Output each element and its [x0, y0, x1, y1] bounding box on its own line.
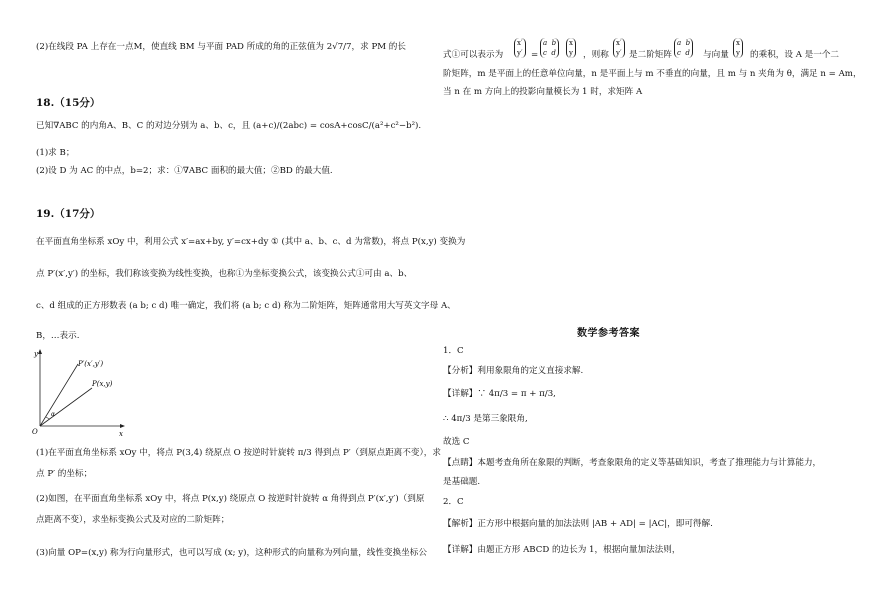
question-19-title: 19.（17分） [36, 208, 101, 220]
r-line1c: 是二阶矩阵 [629, 50, 672, 60]
answer-1-comment2: 是基础题. [443, 477, 481, 487]
answer-1-comment: 【点睛】本题考查角所在象限的判断，考查象限角的定义等基础知识，考查了推理能力与计算能力， [443, 458, 822, 468]
answer-1-detail: 【详解】∵ 4π/3 = π + π/3, [443, 389, 556, 399]
p-label: P(x,y) [92, 380, 113, 388]
equals-sign: = [531, 50, 539, 60]
alpha-label: α [51, 411, 56, 418]
op-prime-ray [40, 364, 78, 426]
answer-2-analysis: 【解析】正方形中根据向量的加法法则 |AB + AD| = |AC|，即可得解. [443, 519, 713, 529]
answer-1-choice: 故选 C [443, 437, 470, 447]
q19-line1: 在平面直角坐标系 xOy 中，利用公式 x′=ax+by, y′=cx+dy ① (其中 a、b、c、d 为常数)，将点 P(x,y) 变换为 [36, 237, 466, 247]
matrix-abcd-2: a b c d [674, 38, 693, 58]
answer-2-detail: 【详解】由题正方形 ABCD 的边长为 1，根据向量加法法则， [443, 545, 681, 555]
q19-sub1: (1)在平面直角坐标系 xOy 中，将点 P(3,4) 绕原点 O 按逆时针旋转 π/3 得到点 P′（到原点距离不变），求 [36, 448, 441, 458]
q19-sub1b: 点 P′ 的坐标； [36, 469, 93, 479]
r-line1e: 的乘积，设 A 是一个二 [750, 50, 840, 60]
q18-statement: 已知∇ABC 的内角A、B、C 的对边分别为 a、b、c，且 (a+c)/(2abc) = cosA+cosC/(a²+c²−b²). [36, 121, 422, 131]
r-line2: 阶矩阵，m 是平面上的任意单位向量，n 是平面上与 m 不垂直的向量，且 m 与 n 夹角为 θ，满足 n = Am， [443, 69, 862, 79]
q19-line4: B，…表示. [36, 331, 80, 341]
answer-1: 1．C [443, 346, 464, 356]
column-vector-xy-2: x y [733, 38, 743, 58]
r-line1d: 与向量 [703, 50, 729, 60]
op-ray [40, 388, 92, 426]
column-vector-x1y1-2: x′ y′ [613, 38, 625, 58]
q19-sub2: (2)如图，在平面直角坐标系 xOy 中，将点 P(x,y) 绕原点 O 按逆时针旋转 α 角得到点 P′(x′,y′)（到原 [36, 494, 425, 504]
answer-1-analysis: 【分析】利用象限角的定义直接求解. [443, 366, 584, 376]
column-vector-xy: x y [566, 38, 576, 58]
r-line1a: 式①可以表示为 [443, 50, 504, 60]
column-vector-x1y1: x′ y′ [514, 38, 526, 58]
origin-label: O [32, 428, 38, 436]
r-line1b: ，则称 [583, 50, 609, 60]
q19-line3: c、d 组成的正方形数表 (a b; c d) 唯一确定，我们将 (a b; c d) 称为二阶矩阵，矩阵通常用大写英文字母 A、 [36, 301, 456, 311]
q18-part1: (1)求 B； [36, 148, 75, 158]
answer-1-detail2: ∴ 4π/3 是第三象限角, [443, 414, 528, 424]
y-axis-label: y [34, 350, 38, 358]
q19-sub3: (3)向量 OP=(x,y) 称为行向量形式，也可以写成 (x; y)，这种形式的向量称为列向量，线性变换坐标公 [36, 548, 427, 558]
answer-2: 2．C [443, 497, 464, 507]
q18-part2: (2)设 D 为 AC 的中点，b=2；求：①∇ABC 面积的最大值；②BD 的最大值. [36, 166, 333, 176]
coordinate-figure [30, 344, 130, 439]
p-prime-label: P′(x′,y′) [78, 360, 104, 368]
question-18-title: 18.（15分） [36, 97, 101, 109]
matrix-abcd: a b c d [540, 38, 559, 58]
q19-line2: 点 P′(x′,y′) 的坐标，我们称该变换为线性变换，也称①为坐标变换公式，该变换公式①可由 a、b、 [36, 269, 413, 279]
problem-line: (2)在线段 PA 上存在一点M，使直线 BM 与平面 PAD 所成的角的正弦值为 2√7/7，求 PM 的长 [36, 42, 406, 52]
x-axis-label: x [119, 430, 123, 438]
q19-sub2b: 点距离不变），求坐标变换公式及对应的二阶矩阵； [36, 515, 230, 525]
r-line3: 当 n 在 m 方向上的投影向量模长为 1 时，求矩阵 A [443, 87, 643, 97]
answers-title: 数学参考答案 [577, 328, 640, 339]
